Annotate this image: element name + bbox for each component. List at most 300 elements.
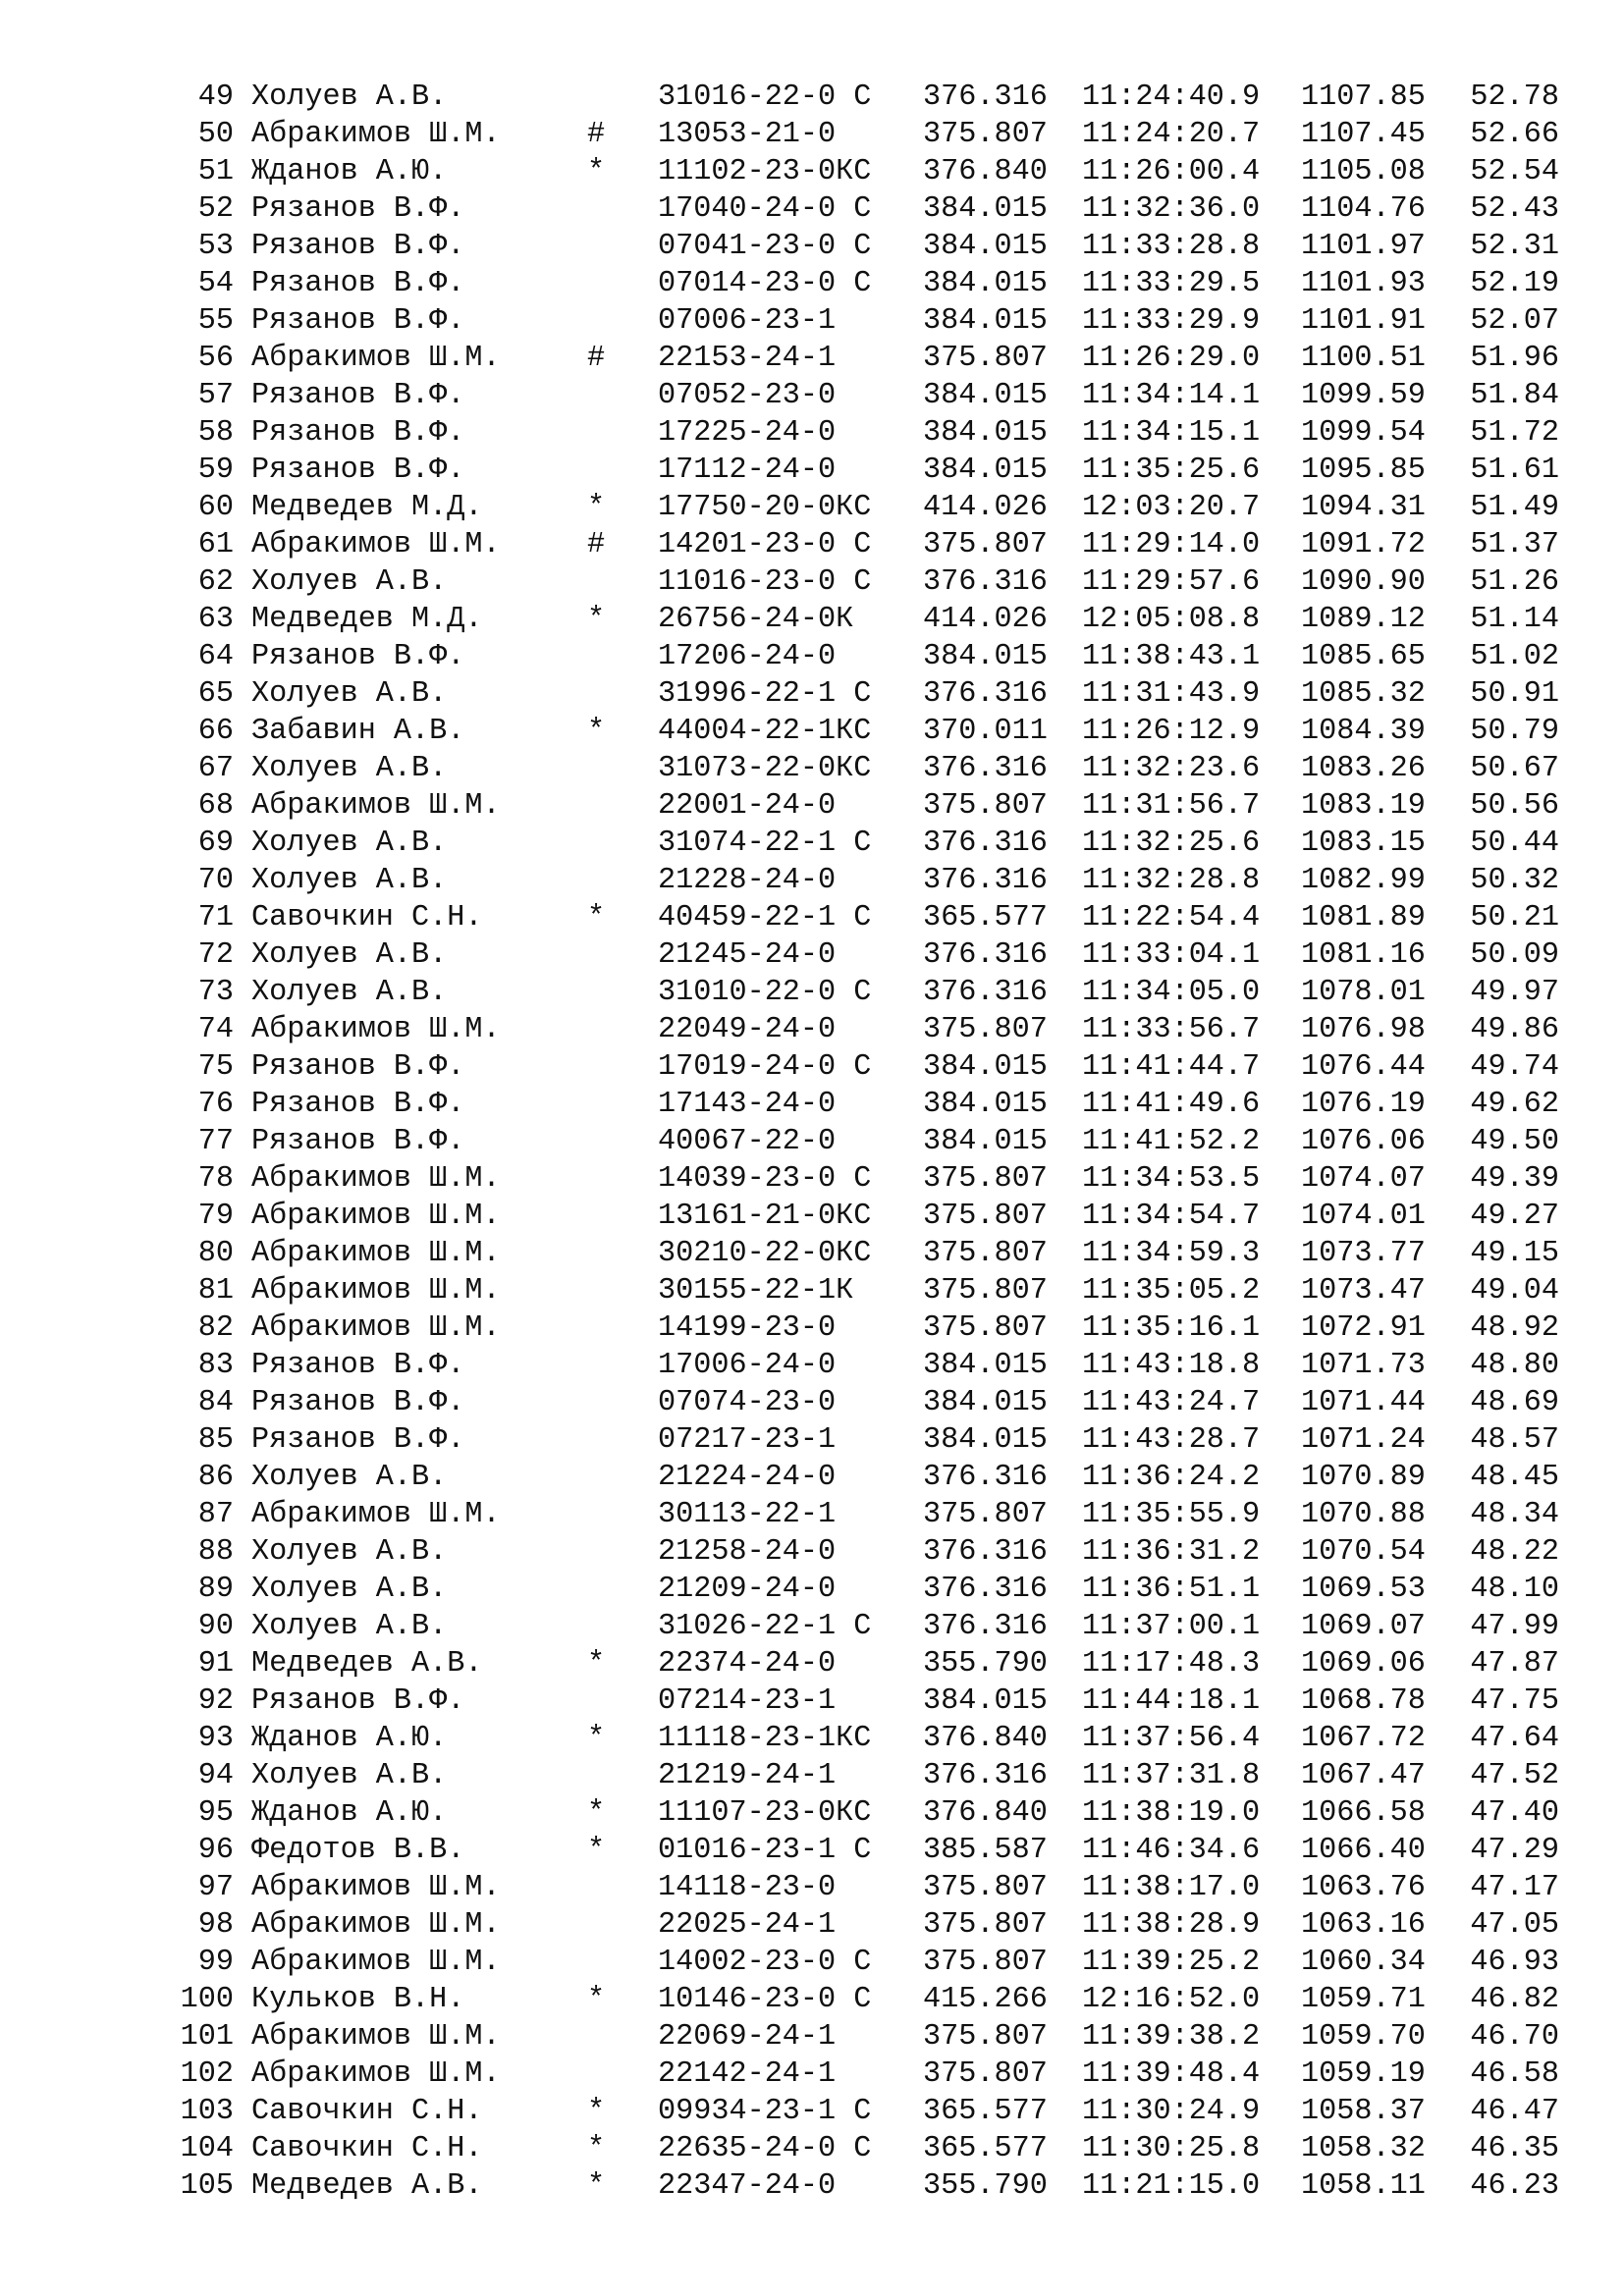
row-number: 69 xyxy=(197,827,234,860)
table-row xyxy=(167,1533,1559,1571)
table-row xyxy=(167,1981,1559,2018)
row-number: 62 xyxy=(197,565,234,599)
distance: 355.790 xyxy=(923,2169,1048,2203)
ring-code: 22374-24-0 xyxy=(658,1647,837,1681)
row-mark xyxy=(587,638,658,675)
speed: 1107.85 xyxy=(1301,80,1426,114)
score: 50.32 xyxy=(1470,864,1559,897)
table-row xyxy=(167,1459,1559,1496)
ring-code: 17112-24-0 xyxy=(658,454,837,487)
score: 47.05 xyxy=(1470,1908,1559,1942)
row-mark: * xyxy=(587,901,606,934)
row-mark: # xyxy=(587,342,606,375)
arrival-time: 11:32:36.0 xyxy=(1082,192,1261,226)
table-row xyxy=(167,190,1559,228)
table-row xyxy=(167,2056,1559,2093)
distance: 375.807 xyxy=(923,1311,1048,1345)
row-mark xyxy=(587,1571,658,1608)
arrival-time: 11:43:28.7 xyxy=(1082,1423,1261,1457)
table-row xyxy=(167,601,1559,638)
score: 51.49 xyxy=(1470,491,1559,524)
competitor-name: Федотов В.В. xyxy=(251,1834,465,1867)
arrival-time: 11:32:23.6 xyxy=(1082,752,1261,785)
table-row xyxy=(167,1011,1559,1048)
distance: 384.015 xyxy=(923,1088,1048,1121)
competitor-name: Холуев А.В. xyxy=(251,938,448,972)
speed: 1090.90 xyxy=(1301,565,1426,599)
competitor-name: Медведев А.В. xyxy=(251,1647,483,1681)
row-number: 63 xyxy=(197,603,234,636)
table-row xyxy=(167,1720,1559,1757)
speed: 1083.15 xyxy=(1301,827,1426,860)
distance: 376.840 xyxy=(923,1722,1048,1755)
score: 48.69 xyxy=(1470,1386,1559,1419)
arrival-time: 11:41:52.2 xyxy=(1082,1125,1261,1158)
speed: 1058.37 xyxy=(1301,2095,1426,2128)
ring-code: 07074-23-0 xyxy=(658,1386,837,1419)
competitor-name: Жданов А.Ю. xyxy=(251,1796,448,1830)
row-mark xyxy=(587,452,658,489)
competitor-name: Рязанов В.Ф. xyxy=(251,379,465,412)
ring-code: 44004-22-1КС xyxy=(658,715,872,748)
row-number: 91 xyxy=(197,1647,234,1681)
arrival-time: 11:37:00.1 xyxy=(1082,1610,1261,1643)
score: 48.10 xyxy=(1470,1573,1559,1606)
speed: 1058.32 xyxy=(1301,2132,1426,2165)
table-row xyxy=(167,1944,1559,1981)
table-row xyxy=(167,116,1559,153)
table-row xyxy=(167,265,1559,302)
arrival-time: 12:16:52.0 xyxy=(1082,1983,1261,2016)
row-number: 72 xyxy=(197,938,234,972)
table-row xyxy=(167,1682,1559,1720)
ring-code: 22142-24-1 xyxy=(658,2057,837,2091)
arrival-time: 11:41:44.7 xyxy=(1082,1050,1261,1084)
competitor-name: Абракимов Ш.М. xyxy=(251,789,501,823)
row-number: 59 xyxy=(197,454,234,487)
row-mark xyxy=(587,563,658,601)
competitor-name: Холуев А.В. xyxy=(251,565,448,599)
arrival-time: 11:30:25.8 xyxy=(1082,2132,1261,2165)
table-row xyxy=(167,340,1559,377)
arrival-time: 11:21:15.0 xyxy=(1082,2169,1261,2203)
distance: 384.015 xyxy=(923,640,1048,673)
distance: 375.807 xyxy=(923,2057,1048,2091)
distance: 376.316 xyxy=(923,827,1048,860)
distance: 355.790 xyxy=(923,1647,1048,1681)
speed: 1059.70 xyxy=(1301,2020,1426,2054)
speed: 1099.54 xyxy=(1301,416,1426,450)
score: 50.67 xyxy=(1470,752,1559,785)
row-mark: * xyxy=(587,1647,606,1681)
score: 52.78 xyxy=(1470,80,1559,114)
score: 52.07 xyxy=(1470,304,1559,338)
competitor-name: Рязанов В.Ф. xyxy=(251,1050,465,1084)
row-mark xyxy=(587,190,658,228)
row-number: 99 xyxy=(197,1946,234,1979)
ring-code: 11016-23-0 С xyxy=(658,565,872,599)
row-mark: * xyxy=(587,2169,606,2203)
competitor-name: Жданов А.Ю. xyxy=(251,1722,448,1755)
distance: 384.015 xyxy=(923,1684,1048,1718)
distance: 376.316 xyxy=(923,80,1048,114)
row-mark: * xyxy=(587,603,606,636)
competitor-name: Забавин А.В. xyxy=(251,715,465,748)
ring-code: 07214-23-1 xyxy=(658,1684,837,1718)
arrival-time: 11:36:24.2 xyxy=(1082,1461,1261,1494)
score: 49.27 xyxy=(1470,1200,1559,1233)
row-number: 66 xyxy=(197,715,234,748)
competitor-name: Холуев А.В. xyxy=(251,677,448,711)
ring-code: 22153-24-1 xyxy=(658,342,837,375)
distance: 376.316 xyxy=(923,976,1048,1009)
competitor-name: Холуев А.В. xyxy=(251,752,448,785)
row-mark xyxy=(587,974,658,1011)
score: 51.61 xyxy=(1470,454,1559,487)
ring-code: 07014-23-0 С xyxy=(658,267,872,300)
score: 48.45 xyxy=(1470,1461,1559,1494)
table-row xyxy=(167,713,1559,750)
speed: 1101.91 xyxy=(1301,304,1426,338)
arrival-time: 11:43:18.8 xyxy=(1082,1349,1261,1382)
distance: 384.015 xyxy=(923,1349,1048,1382)
speed: 1081.16 xyxy=(1301,938,1426,972)
score: 48.22 xyxy=(1470,1535,1559,1569)
row-mark xyxy=(587,936,658,974)
distance: 376.316 xyxy=(923,1573,1048,1606)
speed: 1066.40 xyxy=(1301,1834,1426,1867)
table-row xyxy=(167,153,1559,190)
competitor-name: Савочкин С.Н. xyxy=(251,901,483,934)
competitor-name: Холуев А.В. xyxy=(251,1759,448,1792)
row-mark xyxy=(587,1198,658,1235)
row-mark: * xyxy=(587,155,606,188)
table-row xyxy=(167,1496,1559,1533)
row-number: 60 xyxy=(197,491,234,524)
speed: 1074.07 xyxy=(1301,1162,1426,1196)
ring-code: 22347-24-0 xyxy=(658,2169,837,2203)
distance: 375.807 xyxy=(923,1871,1048,1904)
row-number: 65 xyxy=(197,677,234,711)
score: 46.23 xyxy=(1470,2169,1559,2203)
distance: 375.807 xyxy=(923,1274,1048,1308)
distance: 375.807 xyxy=(923,1237,1048,1270)
results-table xyxy=(167,79,1559,2205)
arrival-time: 11:24:40.9 xyxy=(1082,80,1261,114)
competitor-name: Рязанов В.Ф. xyxy=(251,230,465,263)
speed: 1074.01 xyxy=(1301,1200,1426,1233)
speed: 1069.06 xyxy=(1301,1647,1426,1681)
score: 52.54 xyxy=(1470,155,1559,188)
competitor-name: Абракимов Ш.М. xyxy=(251,1200,501,1233)
row-mark xyxy=(587,1347,658,1384)
arrival-time: 11:35:55.9 xyxy=(1082,1498,1261,1531)
arrival-time: 11:29:57.6 xyxy=(1082,565,1261,599)
row-mark xyxy=(587,1160,658,1198)
ring-code: 21209-24-0 xyxy=(658,1573,837,1606)
row-mark: * xyxy=(587,2095,606,2128)
distance: 414.026 xyxy=(923,491,1048,524)
ring-code: 21224-24-0 xyxy=(658,1461,837,1494)
ring-code: 10146-23-0 С xyxy=(658,1983,872,2016)
competitor-name: Абракимов Ш.М. xyxy=(251,342,501,375)
ring-code: 11118-23-1КС xyxy=(658,1722,872,1755)
speed: 1067.72 xyxy=(1301,1722,1426,1755)
speed: 1101.97 xyxy=(1301,230,1426,263)
row-mark xyxy=(587,1272,658,1309)
row-number: 101 xyxy=(180,2020,234,2054)
arrival-time: 11:37:56.4 xyxy=(1082,1722,1261,1755)
competitor-name: Холуев А.В. xyxy=(251,1610,448,1643)
row-mark xyxy=(587,1682,658,1720)
score: 52.19 xyxy=(1470,267,1559,300)
score: 51.02 xyxy=(1470,640,1559,673)
row-number: 103 xyxy=(180,2095,234,2128)
competitor-name: Абракимов Ш.М. xyxy=(251,1274,501,1308)
table-row xyxy=(167,2130,1559,2167)
score: 50.21 xyxy=(1470,901,1559,934)
row-mark xyxy=(587,265,658,302)
ring-code: 14002-23-0 С xyxy=(658,1946,872,1979)
score: 49.04 xyxy=(1470,1274,1559,1308)
competitor-name: Рязанов В.Ф. xyxy=(251,267,465,300)
distance: 384.015 xyxy=(923,1423,1048,1457)
row-number: 51 xyxy=(197,155,234,188)
speed: 1076.06 xyxy=(1301,1125,1426,1158)
row-number: 82 xyxy=(197,1311,234,1345)
competitor-name: Медведев М.Д. xyxy=(251,491,483,524)
distance: 375.807 xyxy=(923,1946,1048,1979)
competitor-name: Абракимов Ш.М. xyxy=(251,1311,501,1345)
row-number: 68 xyxy=(197,789,234,823)
row-number: 83 xyxy=(197,1349,234,1382)
speed: 1068.78 xyxy=(1301,1684,1426,1718)
arrival-time: 12:03:20.7 xyxy=(1082,491,1261,524)
ring-code: 31074-22-1 С xyxy=(658,827,872,860)
arrival-time: 11:34:54.7 xyxy=(1082,1200,1261,1233)
ring-code: 09934-23-1 С xyxy=(658,2095,872,2128)
arrival-time: 11:38:28.9 xyxy=(1082,1908,1261,1942)
row-number: 95 xyxy=(197,1796,234,1830)
table-row xyxy=(167,1645,1559,1682)
competitor-name: Савочкин С.Н. xyxy=(251,2095,483,2128)
arrival-time: 11:39:38.2 xyxy=(1082,2020,1261,2054)
row-mark xyxy=(587,1608,658,1645)
arrival-time: 11:17:48.3 xyxy=(1082,1647,1261,1681)
arrival-time: 11:33:56.7 xyxy=(1082,1013,1261,1046)
row-mark xyxy=(587,1869,658,1906)
row-mark xyxy=(587,1496,658,1533)
row-mark xyxy=(587,1459,658,1496)
distance: 376.316 xyxy=(923,1759,1048,1792)
row-mark xyxy=(587,1123,658,1160)
speed: 1073.77 xyxy=(1301,1237,1426,1270)
arrival-time: 11:34:14.1 xyxy=(1082,379,1261,412)
score: 48.34 xyxy=(1470,1498,1559,1531)
ring-code: 31016-22-0 С xyxy=(658,80,872,114)
ring-code: 07006-23-1 xyxy=(658,304,837,338)
speed: 1105.08 xyxy=(1301,155,1426,188)
score: 49.62 xyxy=(1470,1088,1559,1121)
distance: 375.807 xyxy=(923,1908,1048,1942)
distance: 376.840 xyxy=(923,155,1048,188)
competitor-name: Абракимов Ш.М. xyxy=(251,1498,501,1531)
ring-code: 30210-22-0КС xyxy=(658,1237,872,1270)
ring-code: 01016-23-1 С xyxy=(658,1834,872,1867)
row-mark xyxy=(587,1421,658,1459)
distance: 375.807 xyxy=(923,1498,1048,1531)
table-row xyxy=(167,1571,1559,1608)
table-row xyxy=(167,1048,1559,1086)
row-mark: * xyxy=(587,1722,606,1755)
row-number: 71 xyxy=(197,901,234,934)
row-mark xyxy=(587,1309,658,1347)
table-row xyxy=(167,1757,1559,1794)
distance: 376.316 xyxy=(923,1610,1048,1643)
table-row xyxy=(167,526,1559,563)
score: 51.14 xyxy=(1470,603,1559,636)
row-mark xyxy=(587,1533,658,1571)
arrival-time: 11:43:24.7 xyxy=(1082,1386,1261,1419)
ring-code: 17040-24-0 С xyxy=(658,192,872,226)
ring-code: 21228-24-0 xyxy=(658,864,837,897)
row-number: 55 xyxy=(197,304,234,338)
competitor-name: Абракимов Ш.М. xyxy=(251,1946,501,1979)
speed: 1084.39 xyxy=(1301,715,1426,748)
ring-code: 14201-23-0 С xyxy=(658,528,872,561)
score: 51.72 xyxy=(1470,416,1559,450)
arrival-time: 11:44:18.1 xyxy=(1082,1684,1261,1718)
row-mark xyxy=(587,1235,658,1272)
arrival-time: 11:35:05.2 xyxy=(1082,1274,1261,1308)
row-mark xyxy=(587,302,658,340)
table-row xyxy=(167,2093,1559,2130)
distance: 384.015 xyxy=(923,1125,1048,1158)
distance: 375.807 xyxy=(923,118,1048,151)
ring-code: 30113-22-1 xyxy=(658,1498,837,1531)
ring-code: 07052-23-0 xyxy=(658,379,837,412)
table-row xyxy=(167,899,1559,936)
speed: 1076.19 xyxy=(1301,1088,1426,1121)
arrival-time: 11:38:43.1 xyxy=(1082,640,1261,673)
distance: 375.807 xyxy=(923,2020,1048,2054)
row-mark xyxy=(587,862,658,899)
speed: 1104.76 xyxy=(1301,192,1426,226)
ring-code: 22635-24-0 С xyxy=(658,2132,872,2165)
distance: 376.316 xyxy=(923,565,1048,599)
score: 49.50 xyxy=(1470,1125,1559,1158)
distance: 376.316 xyxy=(923,677,1048,711)
score: 47.40 xyxy=(1470,1796,1559,1830)
row-mark xyxy=(587,750,658,787)
table-row xyxy=(167,1198,1559,1235)
competitor-name: Холуев А.В. xyxy=(251,827,448,860)
competitor-name: Медведев А.В. xyxy=(251,2169,483,2203)
row-number: 97 xyxy=(197,1871,234,1904)
score: 46.70 xyxy=(1470,2020,1559,2054)
competitor-name: Рязанов В.Ф. xyxy=(251,1386,465,1419)
speed: 1076.44 xyxy=(1301,1050,1426,1084)
distance: 415.266 xyxy=(923,1983,1048,2016)
row-number: 54 xyxy=(197,267,234,300)
row-number: 76 xyxy=(197,1088,234,1121)
arrival-time: 11:32:28.8 xyxy=(1082,864,1261,897)
competitor-name: Рязанов В.Ф. xyxy=(251,1349,465,1382)
arrival-time: 11:30:24.9 xyxy=(1082,2095,1261,2128)
ring-code: 17750-20-0КС xyxy=(658,491,872,524)
speed: 1100.51 xyxy=(1301,342,1426,375)
row-mark xyxy=(587,1086,658,1123)
speed: 1059.71 xyxy=(1301,1983,1426,2016)
row-mark: * xyxy=(587,1796,606,1830)
competitor-name: Рязанов В.Ф. xyxy=(251,416,465,450)
ring-code: 22049-24-0 xyxy=(658,1013,837,1046)
arrival-time: 11:24:20.7 xyxy=(1082,118,1261,151)
score: 46.58 xyxy=(1470,2057,1559,2091)
table-row xyxy=(167,79,1559,116)
score: 49.97 xyxy=(1470,976,1559,1009)
competitor-name: Рязанов В.Ф. xyxy=(251,304,465,338)
speed: 1095.85 xyxy=(1301,454,1426,487)
table-row xyxy=(167,1347,1559,1384)
ring-code: 21245-24-0 xyxy=(658,938,837,972)
speed: 1094.31 xyxy=(1301,491,1426,524)
row-mark: * xyxy=(587,1983,606,2016)
competitor-name: Рязанов В.Ф. xyxy=(251,1423,465,1457)
table-row xyxy=(167,489,1559,526)
row-number: 49 xyxy=(197,80,234,114)
row-number: 85 xyxy=(197,1423,234,1457)
ring-code: 26756-24-0К xyxy=(658,603,854,636)
table-row xyxy=(167,452,1559,489)
speed: 1070.54 xyxy=(1301,1535,1426,1569)
row-number: 74 xyxy=(197,1013,234,1046)
competitor-name: Рязанов В.Ф. xyxy=(251,454,465,487)
score: 52.31 xyxy=(1470,230,1559,263)
row-mark xyxy=(587,2056,658,2093)
table-row xyxy=(167,2018,1559,2056)
row-number: 61 xyxy=(197,528,234,561)
row-number: 88 xyxy=(197,1535,234,1569)
row-number: 102 xyxy=(180,2057,234,2091)
table-row xyxy=(167,1235,1559,1272)
arrival-time: 11:36:51.1 xyxy=(1082,1573,1261,1606)
score: 49.74 xyxy=(1470,1050,1559,1084)
competitor-name: Рязанов В.Ф. xyxy=(251,640,465,673)
row-mark xyxy=(587,79,658,116)
competitor-name: Кульков В.Н. xyxy=(251,1983,465,2016)
distance: 375.807 xyxy=(923,1162,1048,1196)
row-number: 77 xyxy=(197,1125,234,1158)
speed: 1071.24 xyxy=(1301,1423,1426,1457)
row-mark xyxy=(587,1048,658,1086)
score: 47.29 xyxy=(1470,1834,1559,1867)
table-row xyxy=(167,825,1559,862)
competitor-name: Рязанов В.Ф. xyxy=(251,1088,465,1121)
ring-code: 31073-22-0КС xyxy=(658,752,872,785)
arrival-time: 11:35:16.1 xyxy=(1082,1311,1261,1345)
distance: 375.807 xyxy=(923,528,1048,561)
distance: 384.015 xyxy=(923,267,1048,300)
ring-code: 14039-23-0 С xyxy=(658,1162,872,1196)
speed: 1058.11 xyxy=(1301,2169,1426,2203)
row-mark xyxy=(587,414,658,452)
row-mark xyxy=(587,228,658,265)
table-row xyxy=(167,675,1559,713)
arrival-time: 11:29:14.0 xyxy=(1082,528,1261,561)
arrival-time: 11:34:53.5 xyxy=(1082,1162,1261,1196)
speed: 1082.99 xyxy=(1301,864,1426,897)
